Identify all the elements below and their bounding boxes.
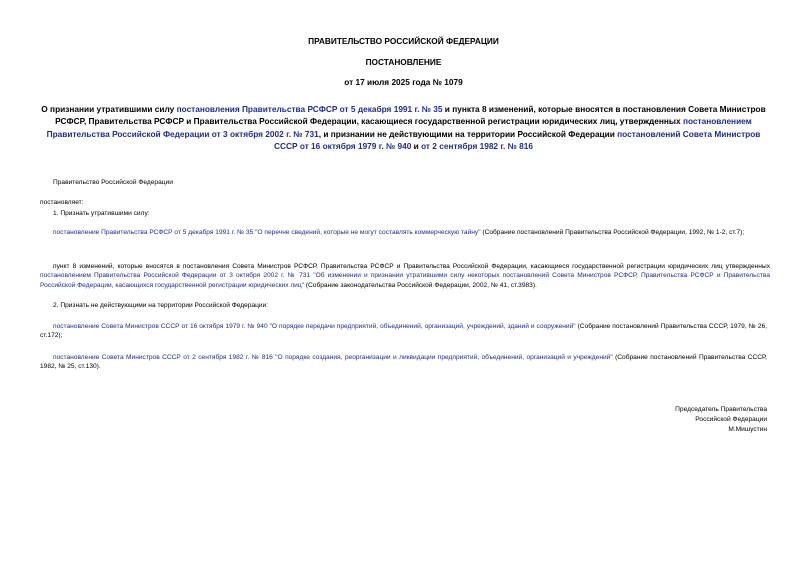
- title-link-ussr-816[interactable]: от 2 сентября 1982 г. № 816: [421, 141, 533, 152]
- signature-organization: Российской Федерации: [695, 416, 767, 423]
- item-1-heading: 1. Признать утратившими силу:: [53, 210, 150, 217]
- item-1a-paragraph: [40, 228, 767, 237]
- item-1b-link[interactable]: постановлением Правительства Российской Федерации от 3 октября 2002 г. № 731 "Об изменении и признании утратившими силу некоторых постановлений Совета Министров РСФСР, Правительства РСФСР и Правительства Российской Федерации, касающихся государственной регистрации юридических лиц": [40, 272, 770, 289]
- title-link-rsfsr-35[interactable]: постановления Правительства РСФСР от 5 декабря 1991 г. № 35: [176, 104, 443, 114]
- item-2a-paragraph: [40, 322, 767, 341]
- document-date-number: от 17 июля 2025 года № 1079: [344, 77, 463, 87]
- government-heading: ПРАВИТЕЛЬСТВО РОССИЙСКОЙ ФЕДЕРАЦИИ: [308, 36, 499, 46]
- item-2a-link[interactable]: постановление Совета Министров СССР от 16 октября 1979 г. № 940 "О порядке передачи предприятий, объединений, организаций, учреждений, зданий и сооружений": [53, 323, 576, 330]
- title-link-rf-731[interactable]: постановлением Правительства Российской Федерации от 3 октября 2002 г. № 731: [46, 116, 752, 139]
- item-1b-paragraph: [40, 262, 770, 290]
- title-text-2: и пункта 8 изменений, которые вносятся в постановления Совета Министров РСФСР, Правительства РСФСР и Правительства Российской Федерации, касающиеся государственной регистрации юридических лиц, утвержденных: [55, 104, 766, 127]
- title-text-3: , и признании не действующими на территории Российской Федерации: [318, 128, 618, 139]
- item-1a-source: (Собрание постановлений Правительства Российской Федерации, 1992, № 1-2, ст.7);: [480, 229, 745, 236]
- item-2b-paragraph: [40, 353, 767, 372]
- document-title: [40, 103, 767, 153]
- signature-name: М.Мишустин: [728, 426, 767, 433]
- document-type-heading: ПОСТАНОВЛЕНИЕ: [365, 57, 442, 67]
- item-1a-link[interactable]: постановление Правительства РСФСР от 5 декабря 1991 г. № 35 "О перечне сведений, которые не могут составлять коммерческую тайну": [53, 229, 481, 236]
- item-2-heading: 2. Признать не действующими на территории Российской Федерации:: [53, 302, 269, 309]
- item-1b-source: (Собрание законодательства Российской Федерации, 2002, № 41, ст.3983).: [303, 281, 537, 289]
- item-2b-link[interactable]: постановление Совета Министров СССР от 2 сентября 1982 г. № 816 "О порядке создания, реорганизации и ликвидации предприятий, объединений, организаций и учреждений": [53, 354, 613, 361]
- title-link-ussr-940[interactable]: постановлений Совета Министров СССР от 16 октября 1979 г. № 940: [274, 128, 761, 152]
- item-1b-text: пункт 8 изменений, которые вносятся в постановления Совета Министров РСФСР, Правительства РСФСР и Правительства Российской Федерации, касающиеся государственной регистрации юридических лиц утвержденных: [53, 263, 770, 270]
- decrees-text: постановляет:: [40, 199, 84, 206]
- signature-position: Председатель Правительства: [675, 406, 767, 413]
- title-text-4: и: [411, 141, 422, 152]
- title-text-1: О признании утратившими силу: [41, 104, 177, 114]
- item-2a-source: (Собрание постановлений Правительства СССР, 1979, № 26, ст.172);: [40, 323, 767, 340]
- item-2b-source: (Собрание постановлений Правительства СССР, 1982, № 25, ст.130).: [40, 354, 767, 371]
- issuer-text: Правительство Российской Федерации: [53, 179, 173, 186]
